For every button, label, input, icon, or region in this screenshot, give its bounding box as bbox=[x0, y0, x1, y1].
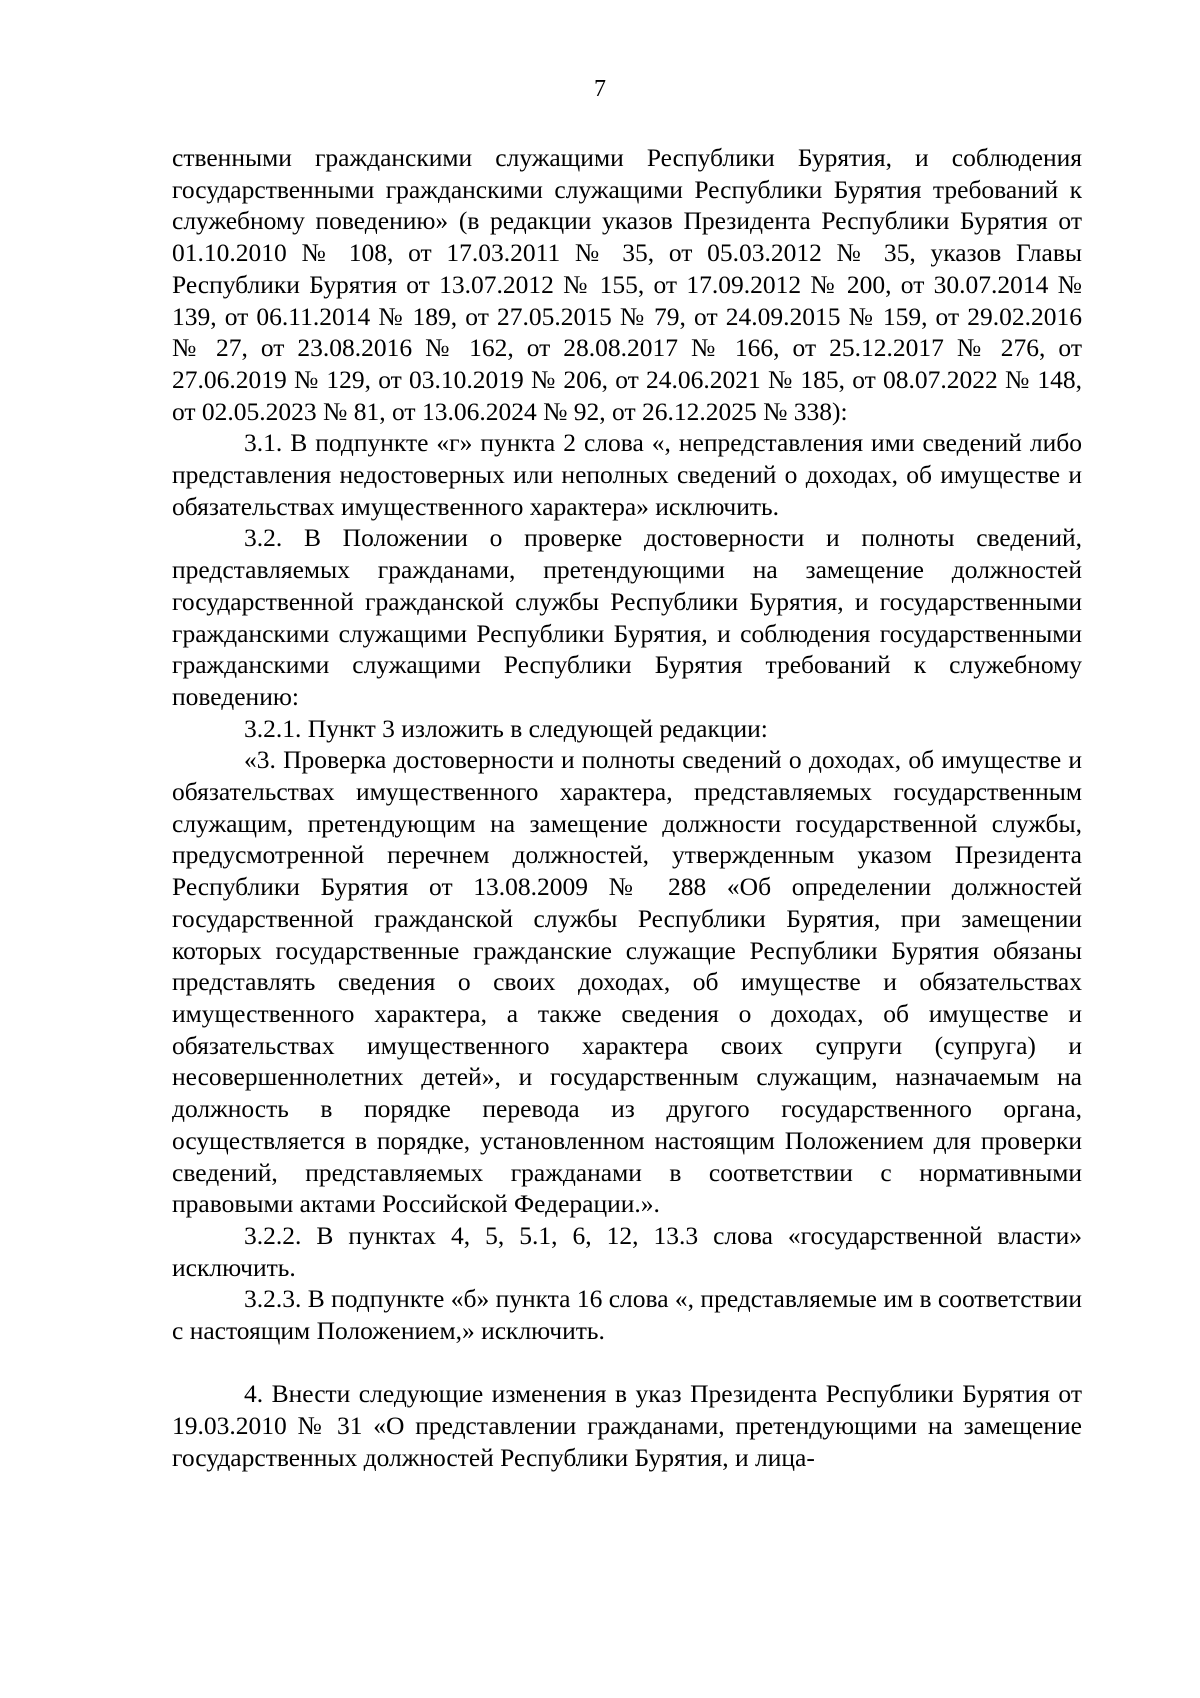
paragraph-3-2-1: 3.2.1. Пункт 3 изложить в следующей редакции: bbox=[244, 713, 768, 743]
paragraph-3-1: 3.1. В подпункте «г» пункта 2 слова «, непредставления ими сведений либо представления недостоверных или неполных сведений о доходах, об имуществе и обязательствах имущественного характера» исключить. bbox=[172, 428, 1082, 521]
paragraph-continuation: ственными гражданскими служащими Республики Бурятия, и соблюдения государственными гражданскими служащими Республики Бурятия требований к служебному поведению» (в редакции указов Президента Республики Бурятия от 01.10.2010 № 108, от 17.03.2011 № 35, от 05.03.2012 № 35, указов Главы Республики Бурятия от 13.07.2012 № 155, от 17.09.2012 № 200, от 30.07.2014 № 139, от 06.11.2014 № 189, от 27.05.2015 № 79, от 24.09.2015 № 159, от 29.02.2016 № 27, от 23.08.2016 № 162, от 28.08.2017 № 166, от 25.12.2017 № 276, от 27.06.2019 № 129, от 03.10.2019 № 206, от 24.06.2021 № 185, от 08.07.2022 № 148, от 02.05.2023 № 81, от 13.06.2024 № 92, от 26.12.2025 № 338): bbox=[172, 143, 1082, 426]
page-number: 7 bbox=[594, 76, 606, 102]
paragraph-3-2-3: 3.2.3. В подпункте «б» пункта 16 слова «, представляемые им в соответствии с настоящим Положением,» исключить. bbox=[172, 1284, 1082, 1346]
paragraph-3-2-2: 3.2.2. В пунктах 4, 5, 5.1, 6, 12, 13.3 слова «государственной власти» исключить. bbox=[172, 1220, 1082, 1282]
paragraph-4: 4. Внести следующие изменения в указ Президента Республики Бурятия от 19.03.2010 № 31 «О представлении гражданами, претендующими на замещение государственных должностей Республики Бурятия, и лица- bbox=[172, 1379, 1082, 1472]
paragraph-quoted-item-3: «3. Проверка достоверности и полноты сведений о доходах, об имуществе и обязательствах имущественного характера, представляемых государственным служащим, претендующим на замещение должности государственной службы, предусмотренной перечнем должностей, утвержденным указом Президента Республики Бурятия от 13.08.2009 № 288 «Об определении должностей государственной гражданской службы Республики Бурятия, при замещении которых государственные гражданские служащие Республики Бурятия обязаны представлять сведения о своих доходах, об имуществе и обязательствах имущественного характера, а также сведения о доходах, об имуществе и обязательствах имущественного характера своих супруги (супруга) и несовершеннолетних детей», и государственным служащим, назначаемым на должность в порядке перевода из другого государственного органа, осуществляется в порядке, установленном настоящим Положением для проверки сведений, представляемых гражданами в соответствии с нормативными правовыми актами Российской Федерации.». bbox=[172, 745, 1082, 1219]
paragraph-gap bbox=[172, 1347, 1082, 1379]
paragraph-3-2: 3.2. В Положении о проверке достоверности и полноты сведений, представляемых гражданами, претендующими на замещение должностей государственной гражданской службы Республики Бурятия, и государственными гражданскими служащими Республики Бурятия, и соблюдения государственными гражданскими служащими Республики Бурятия требований к служебному поведению: bbox=[172, 523, 1082, 711]
document-body bbox=[172, 142, 1082, 1474]
